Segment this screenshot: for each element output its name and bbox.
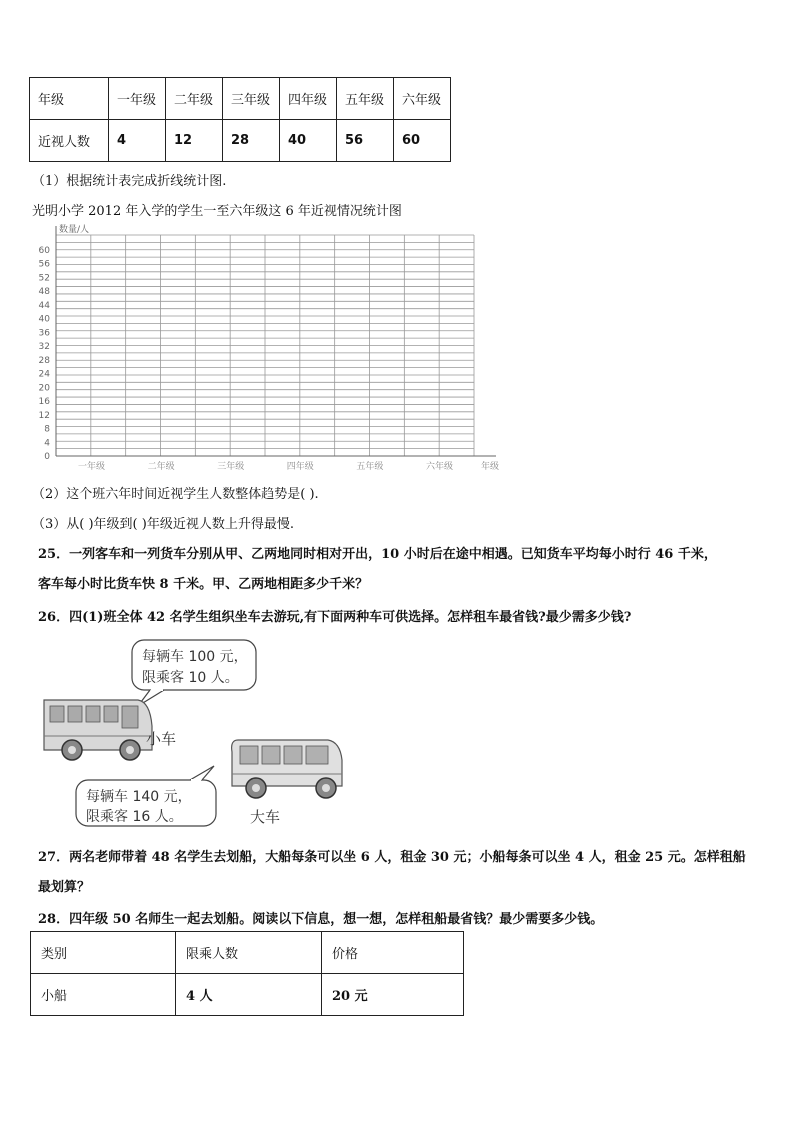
question-27-line1: 27．两名老师带着 48 名学生去划船，大船每条可以坐 6 人，租金 30 元；小船每条可以坐 4 人，租金 25 元。怎样租船 xyxy=(38,850,746,865)
y-tick-label: 12 xyxy=(38,410,50,421)
table-cell: 小船 xyxy=(31,974,176,1016)
table-cell: 五年级 xyxy=(337,78,394,120)
y-axis-ticks xyxy=(39,246,51,462)
y-tick-label: 44 xyxy=(38,300,50,311)
question-28-text: 28．四年级 50 名师生一起去划船。阅读以下信息，想一想，怎样租船最省钱？最少需要多少钱。 xyxy=(38,912,604,927)
y-tick-label: 32 xyxy=(38,342,50,353)
y-tick-label: 8 xyxy=(44,424,50,435)
chart-grid xyxy=(56,226,496,456)
y-tick-label: 0 xyxy=(44,452,50,462)
table-cell: 4 xyxy=(109,120,166,162)
question-2-text: （2）这个班六年时间近视学生人数整体趋势是( ). xyxy=(32,487,319,502)
small-bus-bubble xyxy=(132,640,256,706)
table-cell: 价格 xyxy=(322,932,464,974)
y-tick-label: 16 xyxy=(38,397,50,408)
table-cell: 三年级 xyxy=(223,78,280,120)
bus-illustration xyxy=(38,636,348,831)
table-cell: 40 xyxy=(280,120,337,162)
small-bubble-line2: 限乘客 10 人。 xyxy=(142,670,239,686)
table-row xyxy=(31,974,464,1016)
y-tick-label: 52 xyxy=(38,273,50,284)
x-tick-label: 六年级 xyxy=(426,462,454,472)
question-25-line1: 25．一列客车和一列货车分别从甲、乙两地同时相对开出，10 小时后在途中相遇。已知货车平均每小时行 46 千米， xyxy=(38,547,717,562)
y-tick-label: 56 xyxy=(38,259,50,270)
y-tick-label: 60 xyxy=(38,245,50,256)
small-bubble-line1: 每辆车 100 元， xyxy=(142,649,248,665)
table-header-row xyxy=(30,78,451,120)
x-tick-label: 二年级 xyxy=(147,462,175,472)
table-cell: 60 xyxy=(394,120,451,162)
x-tick-label: 一年级 xyxy=(78,462,106,472)
y-tick-label: 28 xyxy=(38,355,50,366)
question-25-line2: 客车每小时比货车快 8 千米。甲、乙两地相距多少千米？ xyxy=(38,577,369,592)
big-bus-bubble xyxy=(76,766,216,826)
table-cell: 28 xyxy=(223,120,280,162)
table-cell: 12 xyxy=(166,120,223,162)
big-bus-label: 大车 xyxy=(250,808,281,826)
y-tick-label: 4 xyxy=(44,438,50,449)
x-axis-ticks xyxy=(78,460,453,472)
y-tick-label: 40 xyxy=(38,314,50,325)
table-cell: 20 元 xyxy=(322,974,464,1016)
table-cell: 近视人数 xyxy=(30,120,109,162)
table-cell: 限乘人数 xyxy=(176,932,322,974)
question-3-text: （3）从( )年级到( )年级近视人数上升得最慢. xyxy=(32,517,294,532)
question-1-text: （1）根据统计表完成折线统计图. xyxy=(32,174,227,189)
table-header-row xyxy=(31,932,464,974)
big-bus-icon xyxy=(232,740,342,798)
boat-table xyxy=(30,931,464,1016)
question-26-text: 26．四(1)班全体 42 名学生组织坐车去游玩,有下面两种车可供选择。怎样租车最省钱?最少需多少钱? xyxy=(38,610,632,625)
x-tick-label: 三年级 xyxy=(217,462,245,472)
table-cell: 56 xyxy=(337,120,394,162)
myopia-table xyxy=(29,77,451,162)
table-cell: 二年级 xyxy=(166,78,223,120)
y-tick-label: 36 xyxy=(38,328,50,339)
table-cell: 六年级 xyxy=(394,78,451,120)
y-tick-label: 24 xyxy=(38,369,50,380)
table-cell: 四年级 xyxy=(280,78,337,120)
y-tick-label: 20 xyxy=(38,383,50,394)
y-axis-label: 数量/人 xyxy=(59,225,90,235)
big-bubble-line1: 每辆车 140 元， xyxy=(86,789,192,805)
table-cell: 类别 xyxy=(31,932,176,974)
table-cell: 4 人 xyxy=(176,974,322,1016)
x-tick-label: 四年级 xyxy=(286,462,314,472)
y-tick-label: 48 xyxy=(38,287,50,298)
small-bus-icon xyxy=(44,700,152,760)
x-axis-label: 年级 xyxy=(481,462,500,472)
table-cell: 一年级 xyxy=(109,78,166,120)
small-bus-label: 小车 xyxy=(146,730,177,748)
big-bubble-line2: 限乘客 16 人。 xyxy=(86,809,183,825)
line-chart xyxy=(26,222,506,472)
chart-title: 光明小学 2012 年入学的学生一至六年级这 6 年近视情况统计图 xyxy=(32,204,402,219)
table-row xyxy=(30,120,451,162)
question-27-line2: 最划算？ xyxy=(38,880,91,895)
x-tick-label: 五年级 xyxy=(356,462,384,472)
table-cell: 年级 xyxy=(30,78,109,120)
